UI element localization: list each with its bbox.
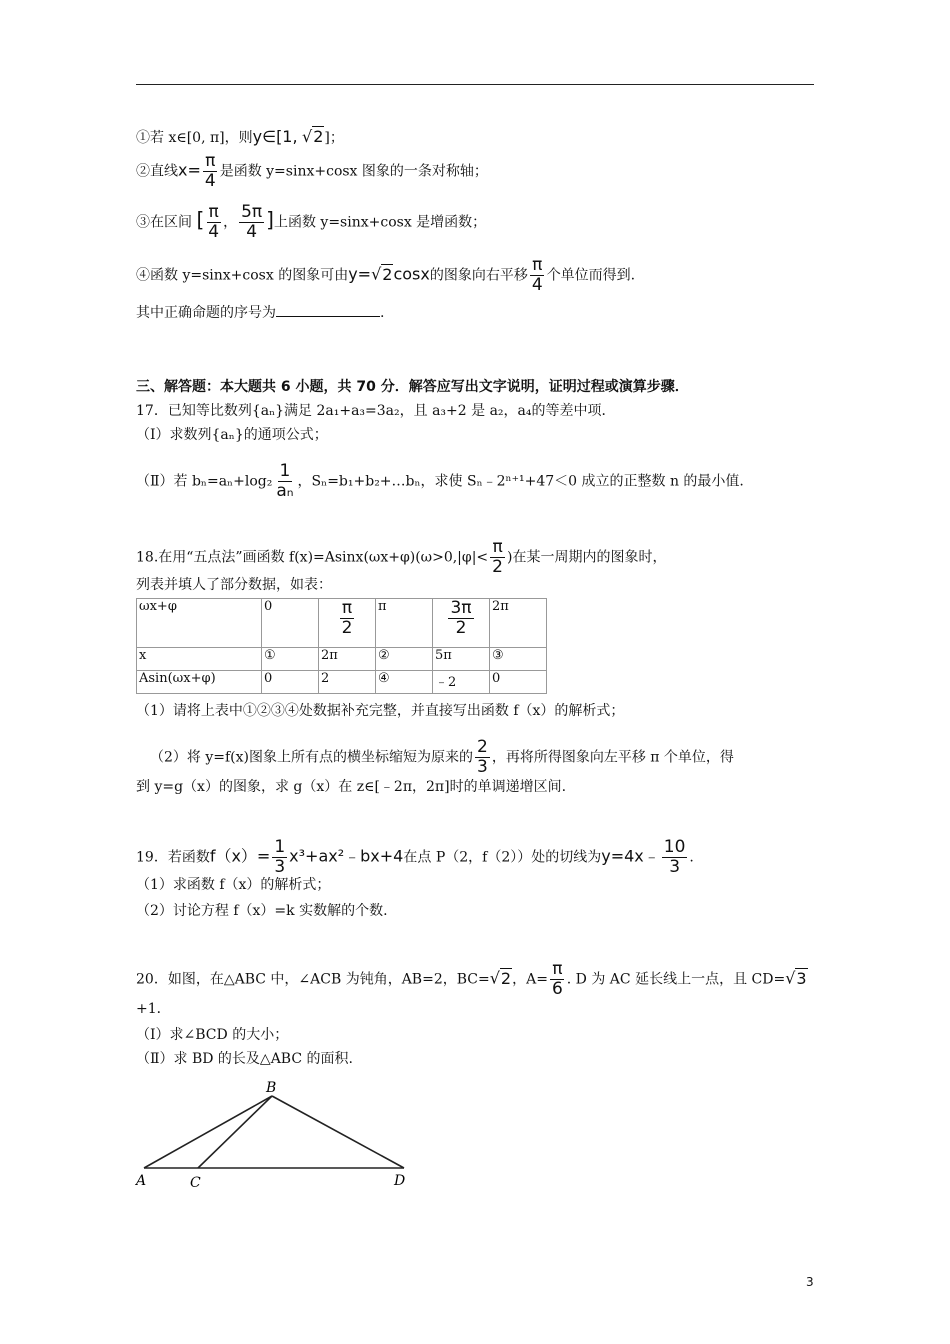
triangle-figure [130,1078,420,1193]
proposition-4-text: ④函数 y=sinx+cosx 的图象可由 [136,267,349,284]
fraction-2-3: $\frac{2}{3}$ [477,737,488,777]
q18-part1: （1）请将上表中①②③④处数据补充完整，并直接写出函数 f（x）的解析式； [136,703,625,719]
proposition-1-range: y∈[1, [252,127,298,146]
proposition-2-end: 是函数 y=sinx+cosx 图象的一条对称轴； [219,163,488,180]
fraction-10-3: $\frac{10}{3}$ [663,837,686,877]
table-cell: 2 [319,671,376,694]
answer-blank[interactable] [276,302,380,317]
q18-stem-end: )在某一周期内的图象时， [506,549,667,566]
proposition-1 [136,128,344,147]
q20-stem-mid: . D 为 AC 延长线上一点，且 CD= [566,971,786,988]
table-cell: $\frac{3\pi}{2}$ [433,599,490,648]
sqrt-2: √2 [302,127,324,146]
answer-period: . [380,305,385,321]
bracket-right: ] [266,207,274,232]
table-cell: 0 [490,671,547,694]
q19-stem-mid: 在点 P（2，f（2））处的切线为 [403,849,602,866]
table-cell: 2π [319,648,376,671]
proposition-2-text: ②直线 [136,163,178,180]
answer-prompt: 其中正确命题的序号为 [136,305,276,321]
proposition-4-mid: 的图象向右平移 [429,267,528,284]
proposition-4 [136,256,635,295]
label-d: D [394,1173,406,1189]
sqrt-2: √2 [371,264,393,284]
proposition-2-x: x= [178,160,201,180]
section-heading: 三、解答题：本大题共 6 小题，共 70 分．解答应写出文字说明，证明过程或演算步骤． [136,379,689,395]
fraction-pi-2: $\frac{\pi}{2}$ [492,537,503,577]
table-cell: ① [262,648,319,671]
label-c: C [190,1175,201,1191]
proposition-2 [136,152,488,191]
q19-tangent: y=4x﹣ [601,846,660,866]
fraction-pi-4: $\frac{\pi}{4}$ [204,151,216,191]
table-cell: ﹣2 [433,671,490,694]
header-rule [136,84,814,85]
label-a: A [136,1173,147,1189]
q18-part2 [150,738,734,777]
table-row [137,671,547,694]
sqrt-3: √3 [785,968,807,988]
q18-stem-text: 18.在用“五点法”画函数 f(x)=Asinx(ωx+φ)(ω>0,|φ|< [136,549,489,566]
fraction-pi-4: $\frac{\pi}{4}$ [208,202,220,242]
proposition-3-text: ③在区间 [136,214,192,231]
table-cell: 0 [262,671,319,694]
fraction-5pi-4: $\frac{5\pi}{4}$ [241,202,263,242]
proposition-3-end: 上函数 y=sinx+cosx 是增函数； [273,214,487,231]
table-row [137,599,547,648]
fraction-pi-4: $\frac{\pi}{4}$ [531,255,543,295]
q20-part1: （Ⅰ）求∠BCD 的大小； [136,1027,289,1043]
proposition-1-text: ①若 x∈[0, π]，则 [136,130,253,146]
q20-stem [136,960,808,999]
q18-part2-text: （2）将 y=f(x)图象上所有点的横坐标缩短为原来的 [150,749,473,766]
page-number: 3 [806,1275,814,1289]
cosx: cosx [393,264,430,284]
table-cell: 0 [262,599,319,648]
table-cell: $\frac{\pi}{2}$ [319,599,376,648]
fraction-1-an: $\frac{1}{\text{aₙ}}$ [276,461,294,501]
q17-part2 [136,462,744,501]
comma: ， [223,214,238,231]
q17-part2-text: （Ⅱ）若 bₙ=aₙ+log₂ [136,473,273,490]
bracket-left: [ [196,207,205,232]
line-bd [272,1096,404,1168]
proposition-4-end: 个单位而得到. [546,267,636,284]
table-cell: ④ [376,671,433,694]
q18-stem-line2: 列表并填人了部分数据，如表： [136,577,332,593]
q19-part1: （1）求函数 f（x）的解析式； [136,877,331,893]
q17-stem: 17．已知等比数列{aₙ}满足 2a₁+a₃=3a₂，且 a₃+2 是 a₂，a₄的等差中项． [136,403,616,419]
fraction-pi-6: $\frac{\pi}{6}$ [551,959,563,999]
q18-part2-line2: 到 y=g（x）的图象，求 g（x）在 z∈[﹣2π，2π]时的单调递增区间. [136,779,567,795]
q19-stem [136,838,694,877]
q20-stem-text: 20．如图，在△ABC 中，∠ACB 为钝角，AB=2，BC= [136,971,490,988]
table-cell: ② [376,648,433,671]
table-cell: x [137,648,262,671]
q18-part2-mid: ，再将所得图象向左平移 π 个单位，得 [491,749,734,766]
q18-stem [136,538,666,577]
q20-angle-a: ，A= [512,971,548,988]
five-point-table [136,598,547,694]
q19-polynomial: x³+ax²﹣bx+4 [289,846,404,866]
proposition-3 [136,203,486,242]
q19-stem-end: . [689,849,694,866]
q19-part2: （2）讨论方程 f（x）=k 实数解的个数. [136,903,388,919]
table-cell: π [376,599,433,648]
q20-part2: （Ⅱ）求 BD 的长及△ABC 的面积. [136,1051,353,1067]
label-b: B [266,1080,277,1096]
table-cell: 5π [433,648,490,671]
table-cell: ωx+φ [137,599,262,648]
table-cell: ③ [490,648,547,671]
q19-stem-text: 19．若函数 [136,849,210,866]
table-cell: Asin(ωx+φ) [137,671,262,694]
proposition-4-y: y= [348,264,372,284]
fraction-1-3: $\frac{1}{3}$ [274,837,286,877]
q20-stem-line2: +1． [136,1001,171,1017]
q17-part2-end: ，Sₙ=b₁+b₂+…bₙ，求使 Sₙ﹣2ⁿ⁺¹+47＜0 成立的正整数 n 的最小值. [297,473,744,490]
table-row [137,648,547,671]
proposition-1-end: ]； [324,130,344,146]
q17-part1: （Ⅰ）求数列{aₙ}的通项公式； [136,427,328,443]
q19-fx: f（x）= [209,846,271,866]
table-cell: 2π [490,599,547,648]
sqrt-2: √2 [489,968,512,988]
answer-line [136,302,384,322]
